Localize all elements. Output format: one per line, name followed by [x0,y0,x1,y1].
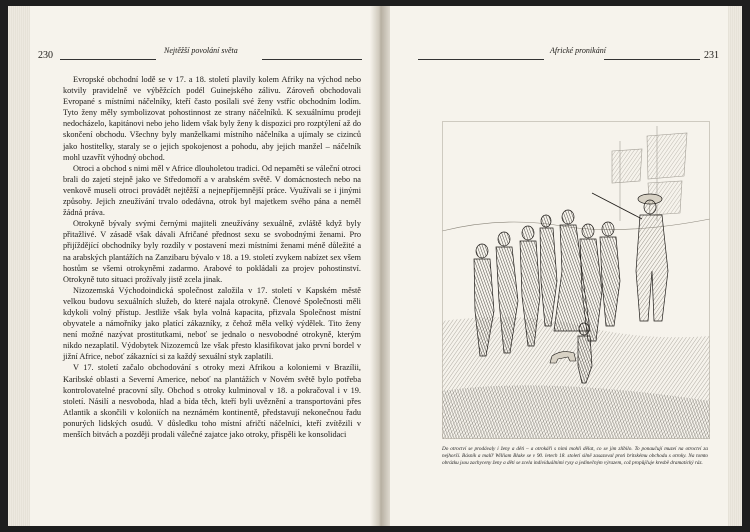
running-head-left: Nejtěžší povolání světa [164,46,238,55]
left-page [30,6,370,526]
page-edges-right [728,6,742,526]
header-rule-right-a [418,59,544,60]
page-number-left: 230 [38,50,53,61]
right-page [390,6,728,526]
page-number-right: 231 [704,50,719,61]
header-rule-left-b [262,59,362,60]
page-edges-left [8,6,30,526]
paragraph: Nizozemská Východoindická společnost založila v 17. století v Kapském městě velkou budovu sexuálních služeb, do které najala otrokyně. Členové Společnosti měli kdykoli volný přístup. Jestliže však byla volná kapacita, přizvala Společnost místní obyvatele a námořníky jako platící zákazníky, z čehož měla velký výdělek. Tito ženy není možné nazývat prostitutkami, neboť se jednalo o nesvobodné otrokyně, kterým nikdo nezaplatil. Výdobytek Nizozemců lze však přesto klasifikovat jako první bordel v jižní Africe, neboť zákazníci si za každý sexuální styk zaplatili. [63,285,361,362]
running-head-right: Africké pronikání [550,46,606,55]
paragraph: Otrokyně bývaly svými černými majiteli zneužívány sexuálně, zvláště když byly přitažlivé. V zásadě však dávali Afričané přednost sexu se svobodnými ženami. Pro přijíždějící obchodníky byly rozdíly v postavení mezi místními ženami méně důležité a na arabských plantážích na Zanzibaru bývalo v 18. a 19. století zvykem nabízet sex všem hostům se všemi otrokyněmi zadarmo. Arabové to pokládali za projev pohostinství. Otrokyně tuto situaci prožívaly jistě zcela jinak. [63,219,361,284]
book-spread [8,6,742,526]
paragraph: V 17. století začalo obchodování s otroky mezi Afrikou a koloniemi v Brazílii, Karibské oblasti a Severní Americe, neboť na plantážích v Novém světě bylo potřeba kontrolovatelné pracovní síly. Obchod s otroky kulminoval v 18. a pokračoval i v 19. století. Násilí a nesvoboda, hlad a bída těch, kteří byli uvěznění a transportováni přes Atlantik a skončili v koloniích na neznámém kontinentě, představují nekonečnou řadu ponurých lidských osudů. V důsledku toho místní afričtí náčelníci, kteří zvítězili v menších bitvách a později prodali válečné zajatce jako otroky, přispěli ke konsolidaci [63,363,361,439]
paragraph: Otroci a obchod s nimi měl v Africe dlouholetou tradici. Od nepaměti se váleční otroci brali do zajetí stejně jako ve Středomoří a v arabském světě. V domácnostech nebo na venkově museli otroci provádět nejtěžší a nejnepříjemnější práce. Využívali se i jinými způsoby. Jejich zneužívání trvalo odedávna, otrok byl majetkem svého pána a neměl žádná práva. [63,163,361,218]
header-rule-left-a [60,59,156,60]
header-rule-right-b [604,59,700,60]
book-gutter [370,6,390,526]
paragraph: Evropské obchodní lodě se v 17. a 18. století plavily kolem Afriky na východ nebo kotvily pravidelně ve výběžcích podél Guinejského zálivu. Zároveň obchodovali Evropané s místními náčelníky, kteří často posílali své ženy vstříc obchodním lodím. Tyto ženy měly symbolizovat pohostinnost ze strany náčelníků. K sexuálnímu prodeji nedocházelo, kapitánovi nebo jeho lidem však byly ženy k dispozici pro rozptýlení až do skončení obchodu. Všechny byly manželkami místního náčelníka a ujímaly se cizinců jako hostitelky, staraly se o jejich spokojenost a pohodu, aby jejich manžel – náčelník mohl uzavřít výhodný obchod. [63,75,361,162]
body-text-left [63,74,361,440]
engraving-illustration [442,121,710,439]
figure-caption: Do otroctví se prodávaly i ženy a děti – a otrokáři s nimi mohli dělat, co se jim zlíbilo. To ponaučují muzeí na otroctví za nejhorší. Básník a malíř William Blake se v 90. letech 18. století silně zasazoval proti britskému obchodu s otroky. Na tomto obrázku jsou zachyceny ženy a děti se zcela individuálními rysy a jedinečným výrazem, což propůjčuje kresbě dramatický ráz. [442,446,708,467]
